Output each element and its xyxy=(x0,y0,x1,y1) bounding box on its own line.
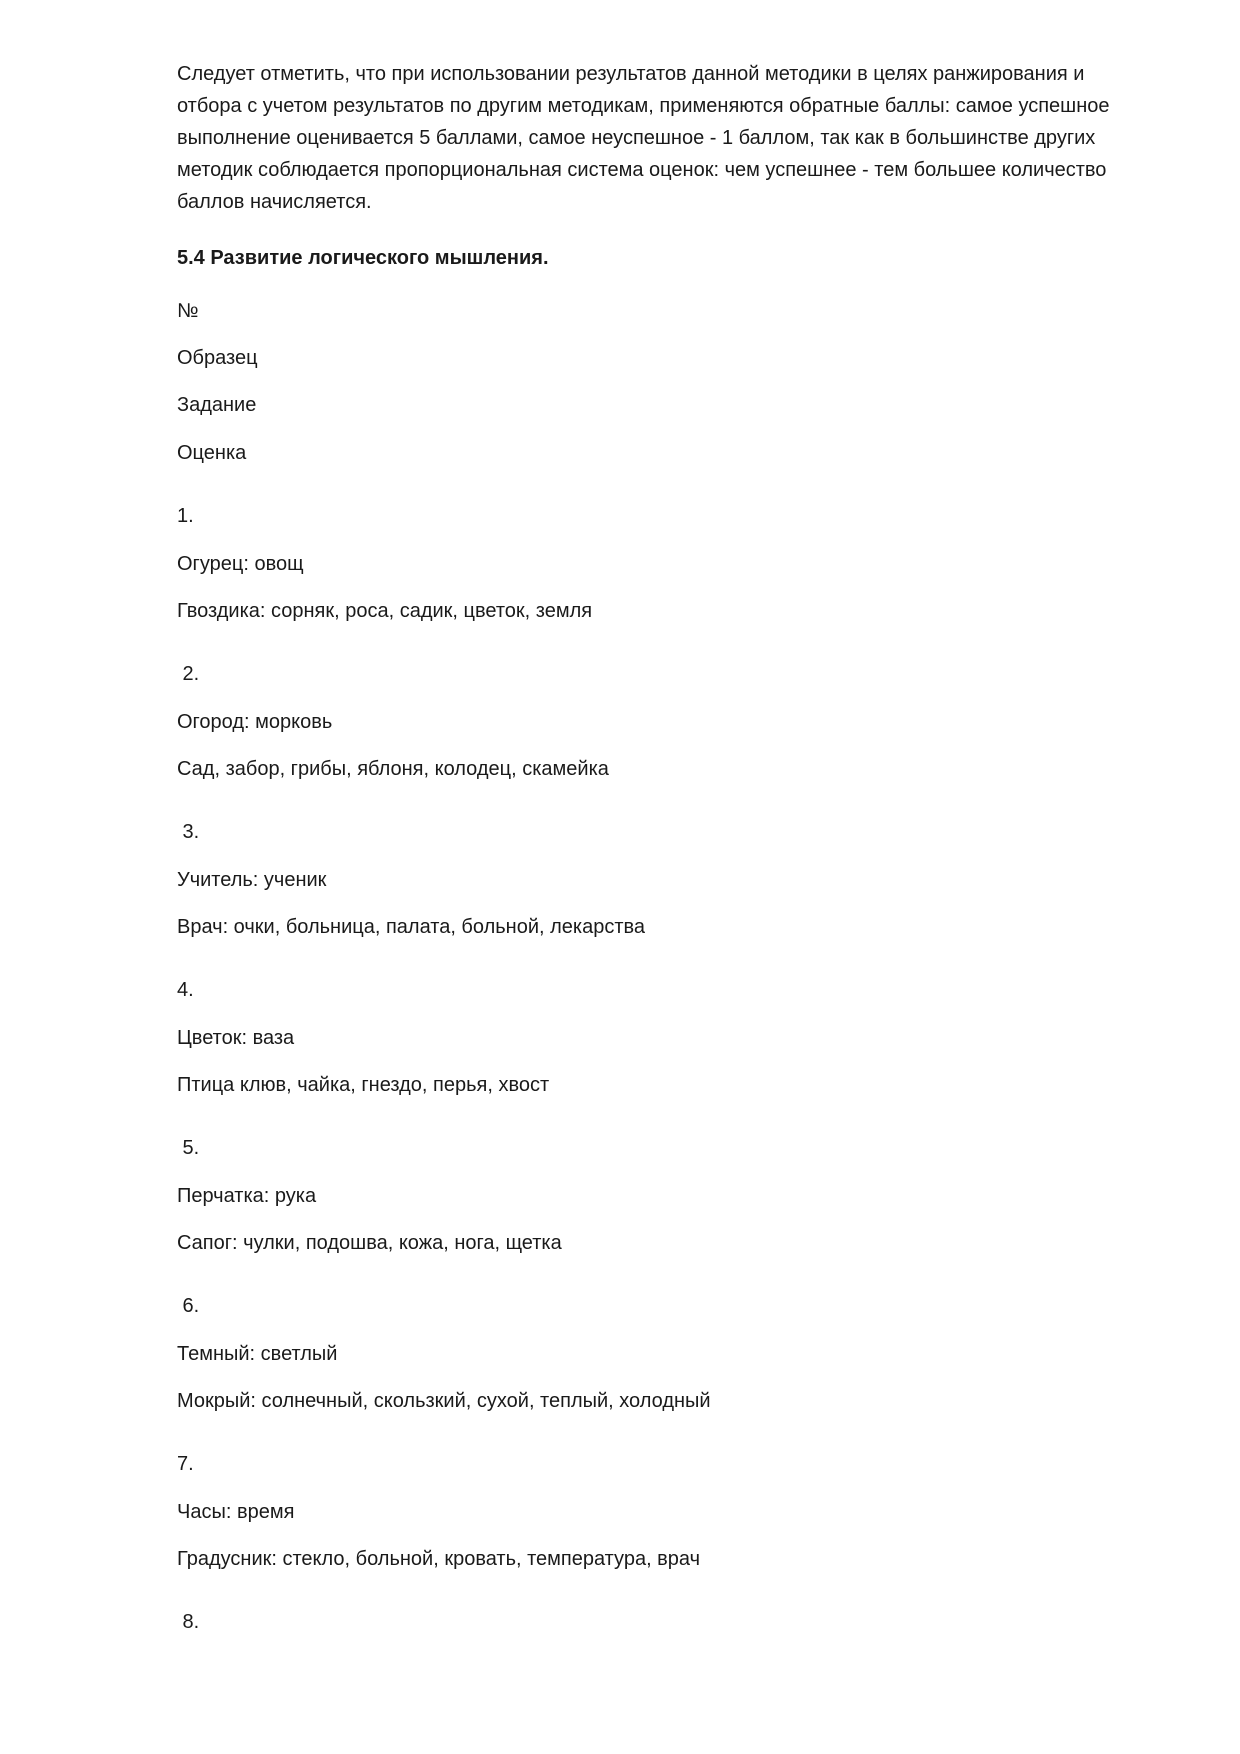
item-number: 3. xyxy=(177,821,200,843)
section-heading: 5.4 Развитие логического мышления. xyxy=(177,247,549,269)
item-task: Гвоздика: сорняк, роса, садик, цветок, земля xyxy=(177,600,593,622)
item-task: Градусник: стекло, больной, кровать, температура, врач xyxy=(177,1548,701,1570)
item-task: Сад, забор, грибы, яблоня, колодец, скамейка xyxy=(177,758,609,780)
item-task: Сапог: чулки, подошва, кожа, нога, щетка xyxy=(177,1232,562,1254)
item-sample: Цветок: ваза xyxy=(177,1027,295,1049)
item-task: Мокрый: солнечный, скользкий, сухой, теплый, холодный xyxy=(177,1390,711,1412)
header-score: Оценка xyxy=(177,442,247,464)
header-number: № xyxy=(177,300,199,322)
item-sample: Учитель: ученик xyxy=(177,869,327,891)
item-sample: Огурец: овощ xyxy=(177,553,304,575)
item-sample: Темный: светлый xyxy=(177,1343,338,1365)
header-task: Задание xyxy=(177,394,257,416)
item-task: Птица клюв, чайка, гнездо, перья, хвост xyxy=(177,1074,550,1096)
item-task: Врач: очки, больница, палата, больной, лекарства xyxy=(177,916,646,938)
item-number: 7. xyxy=(177,1453,194,1475)
header-sample: Образец xyxy=(177,347,258,369)
item-sample: Огород: морковь xyxy=(177,711,333,733)
item-sample: Перчатка: рука xyxy=(177,1185,317,1207)
item-number: 8. xyxy=(177,1611,200,1633)
item-number: 1. xyxy=(177,505,194,527)
item-number: 6. xyxy=(177,1295,200,1317)
item-number: 5. xyxy=(177,1137,200,1159)
item-number: 2. xyxy=(177,663,200,685)
item-sample: Часы: время xyxy=(177,1501,295,1523)
item-number: 4. xyxy=(177,979,194,1001)
intro-paragraph: Следует отметить, что при использовании результатов данной методики в целях ранжирования и отбора с учетом результатов по другим методикам, применяются обратные баллы: самое успешное выполнение оценивается 5 баллами, самое неуспешное - 1 баллом, так как в большинстве других методик соблюдается пропорциональная система оценок: чем успешнее - тем большее количество баллов начисляется. xyxy=(177,63,1110,213)
